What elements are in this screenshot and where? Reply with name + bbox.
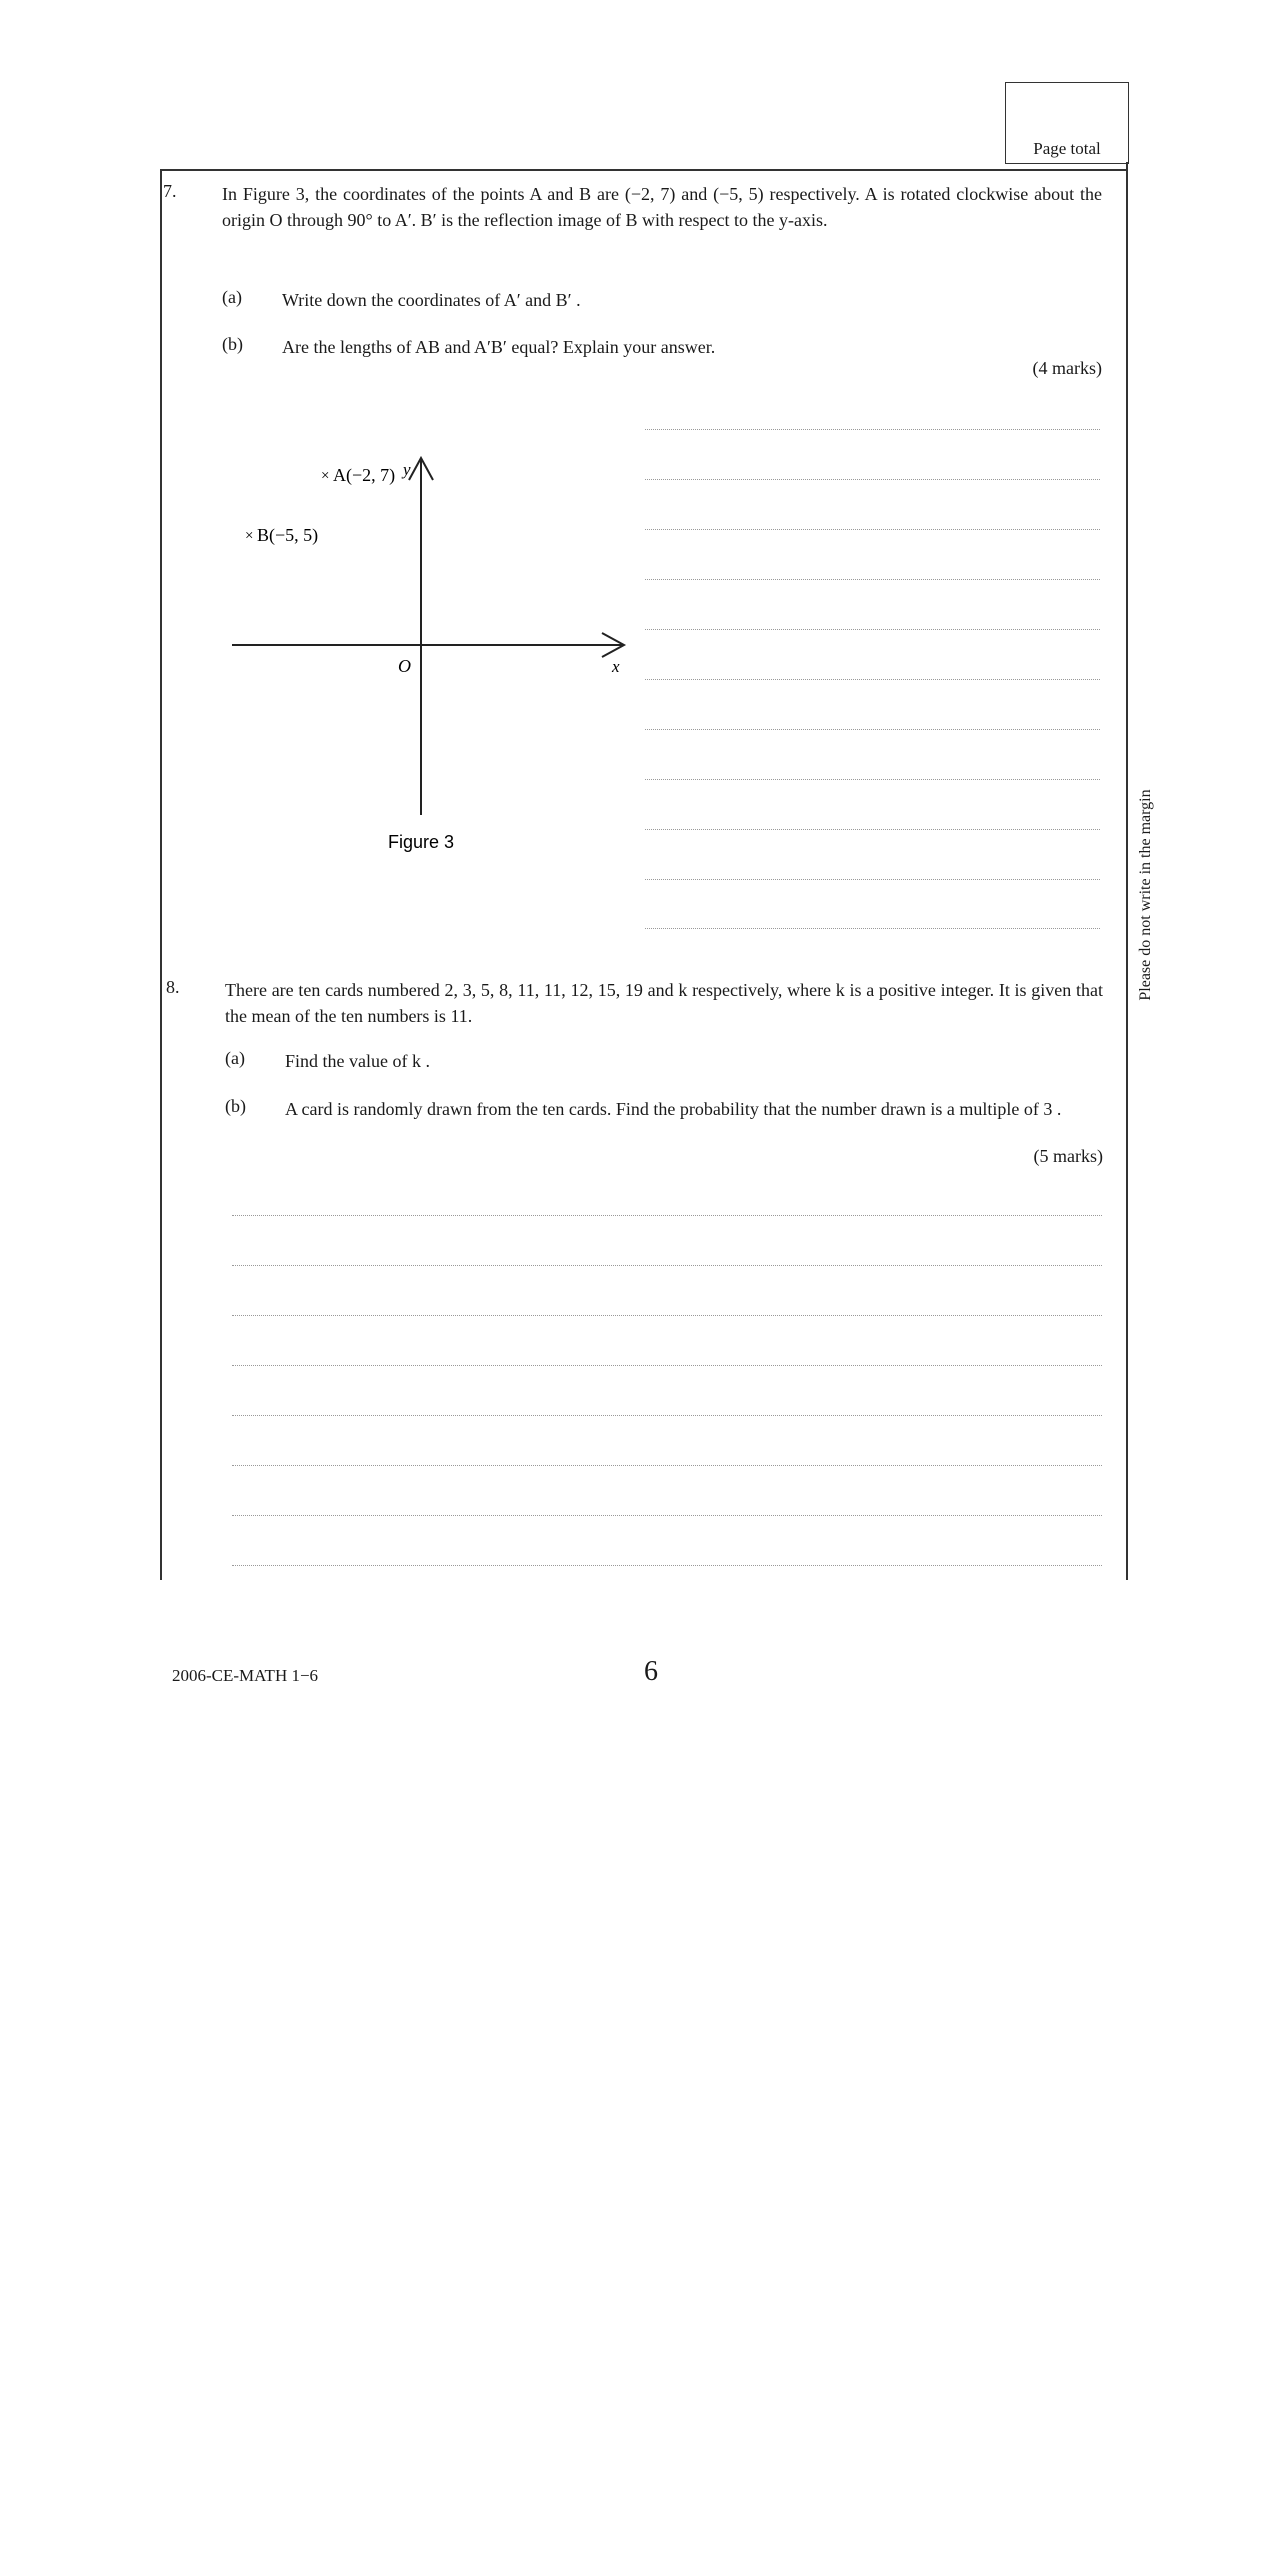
page-total-box (1005, 82, 1129, 164)
top-frame-line (160, 169, 1128, 171)
q8-part-a-label: (a) (225, 1048, 245, 1068)
point-a-marker: × (321, 468, 330, 484)
q7-number: 7. (163, 181, 177, 201)
q7-answer-line (645, 529, 1100, 530)
q7-answer-line (645, 429, 1100, 430)
q7-marks: (4 marks) (1032, 358, 1102, 378)
q8-answer-line (232, 1565, 1102, 1566)
margin-note (1133, 770, 1159, 1020)
q7-part-b-text: Are the lengths of AB and A′B′ equal? Explain your answer. (282, 337, 716, 357)
figure-3 (200, 420, 640, 852)
paper-code: 2006-CE-MATH 1−6 (172, 1666, 319, 1685)
q8-stem: There are ten cards numbered 2, 3, 5, 8, 11, 11, 12, 15, 19 and k respectively, where k is a positive integer. It is given that the mean of the ten numbers is 11. (225, 980, 1103, 1026)
left-frame-line (160, 170, 162, 1580)
q8-answer-line (232, 1215, 1102, 1216)
page-number: 6 (644, 1656, 658, 1687)
q7-answer-line (645, 829, 1100, 830)
origin-label: O (398, 656, 411, 676)
right-frame-line (1126, 162, 1128, 1580)
q7-answer-line (645, 779, 1100, 780)
q8-number: 8. (166, 977, 180, 997)
point-b-marker: × (245, 528, 254, 544)
q7-answer-line (645, 928, 1100, 929)
q7-answer-line (645, 629, 1100, 630)
q7-answer-line (645, 729, 1100, 730)
q8-answer-line (232, 1465, 1102, 1466)
q7-part-b-label: (b) (222, 334, 243, 354)
q8-part-b-label: (b) (225, 1096, 246, 1116)
point-a-label: A(−2, 7) (333, 465, 396, 485)
q7-part-a-text: Write down the coordinates of A′ and B′ . (282, 290, 581, 310)
x-axis-label: x (612, 657, 620, 676)
q8-answer-line (232, 1515, 1102, 1516)
q8-part-b-text: A card is randomly drawn from the ten cards. Find the probability that the number drawn is a multiple of 3 . (285, 1099, 1062, 1119)
q8-answer-line (232, 1365, 1102, 1366)
figure-caption: Figure 3 (388, 832, 455, 852)
q8-answer-line (232, 1315, 1102, 1316)
q7-part-a-label: (a) (222, 287, 242, 307)
q7-answer-line (645, 479, 1100, 480)
y-axis-label: y (403, 460, 411, 479)
q7-answer-line (645, 679, 1100, 680)
q8-answer-line (232, 1265, 1102, 1266)
q7-stem: In Figure 3, the coordinates of the points A and B are (−2, 7) and (−5, 5) respectively. A is rotated clockwise about the origin O through 90° to A′. B′ is the reflection image of B with respect to the y-axis. (222, 184, 1102, 230)
margin-note-text: Please do not write in the margin (1137, 789, 1154, 1001)
q8-part-a-text: Find the value of k . (285, 1051, 430, 1071)
page-total-label: Page total (1033, 139, 1101, 158)
q7-answer-line (645, 879, 1100, 880)
q8-answer-line (232, 1415, 1102, 1416)
q8-marks: (5 marks) (1033, 1146, 1103, 1166)
q7-answer-line (645, 579, 1100, 580)
point-b-label: B(−5, 5) (257, 525, 319, 545)
